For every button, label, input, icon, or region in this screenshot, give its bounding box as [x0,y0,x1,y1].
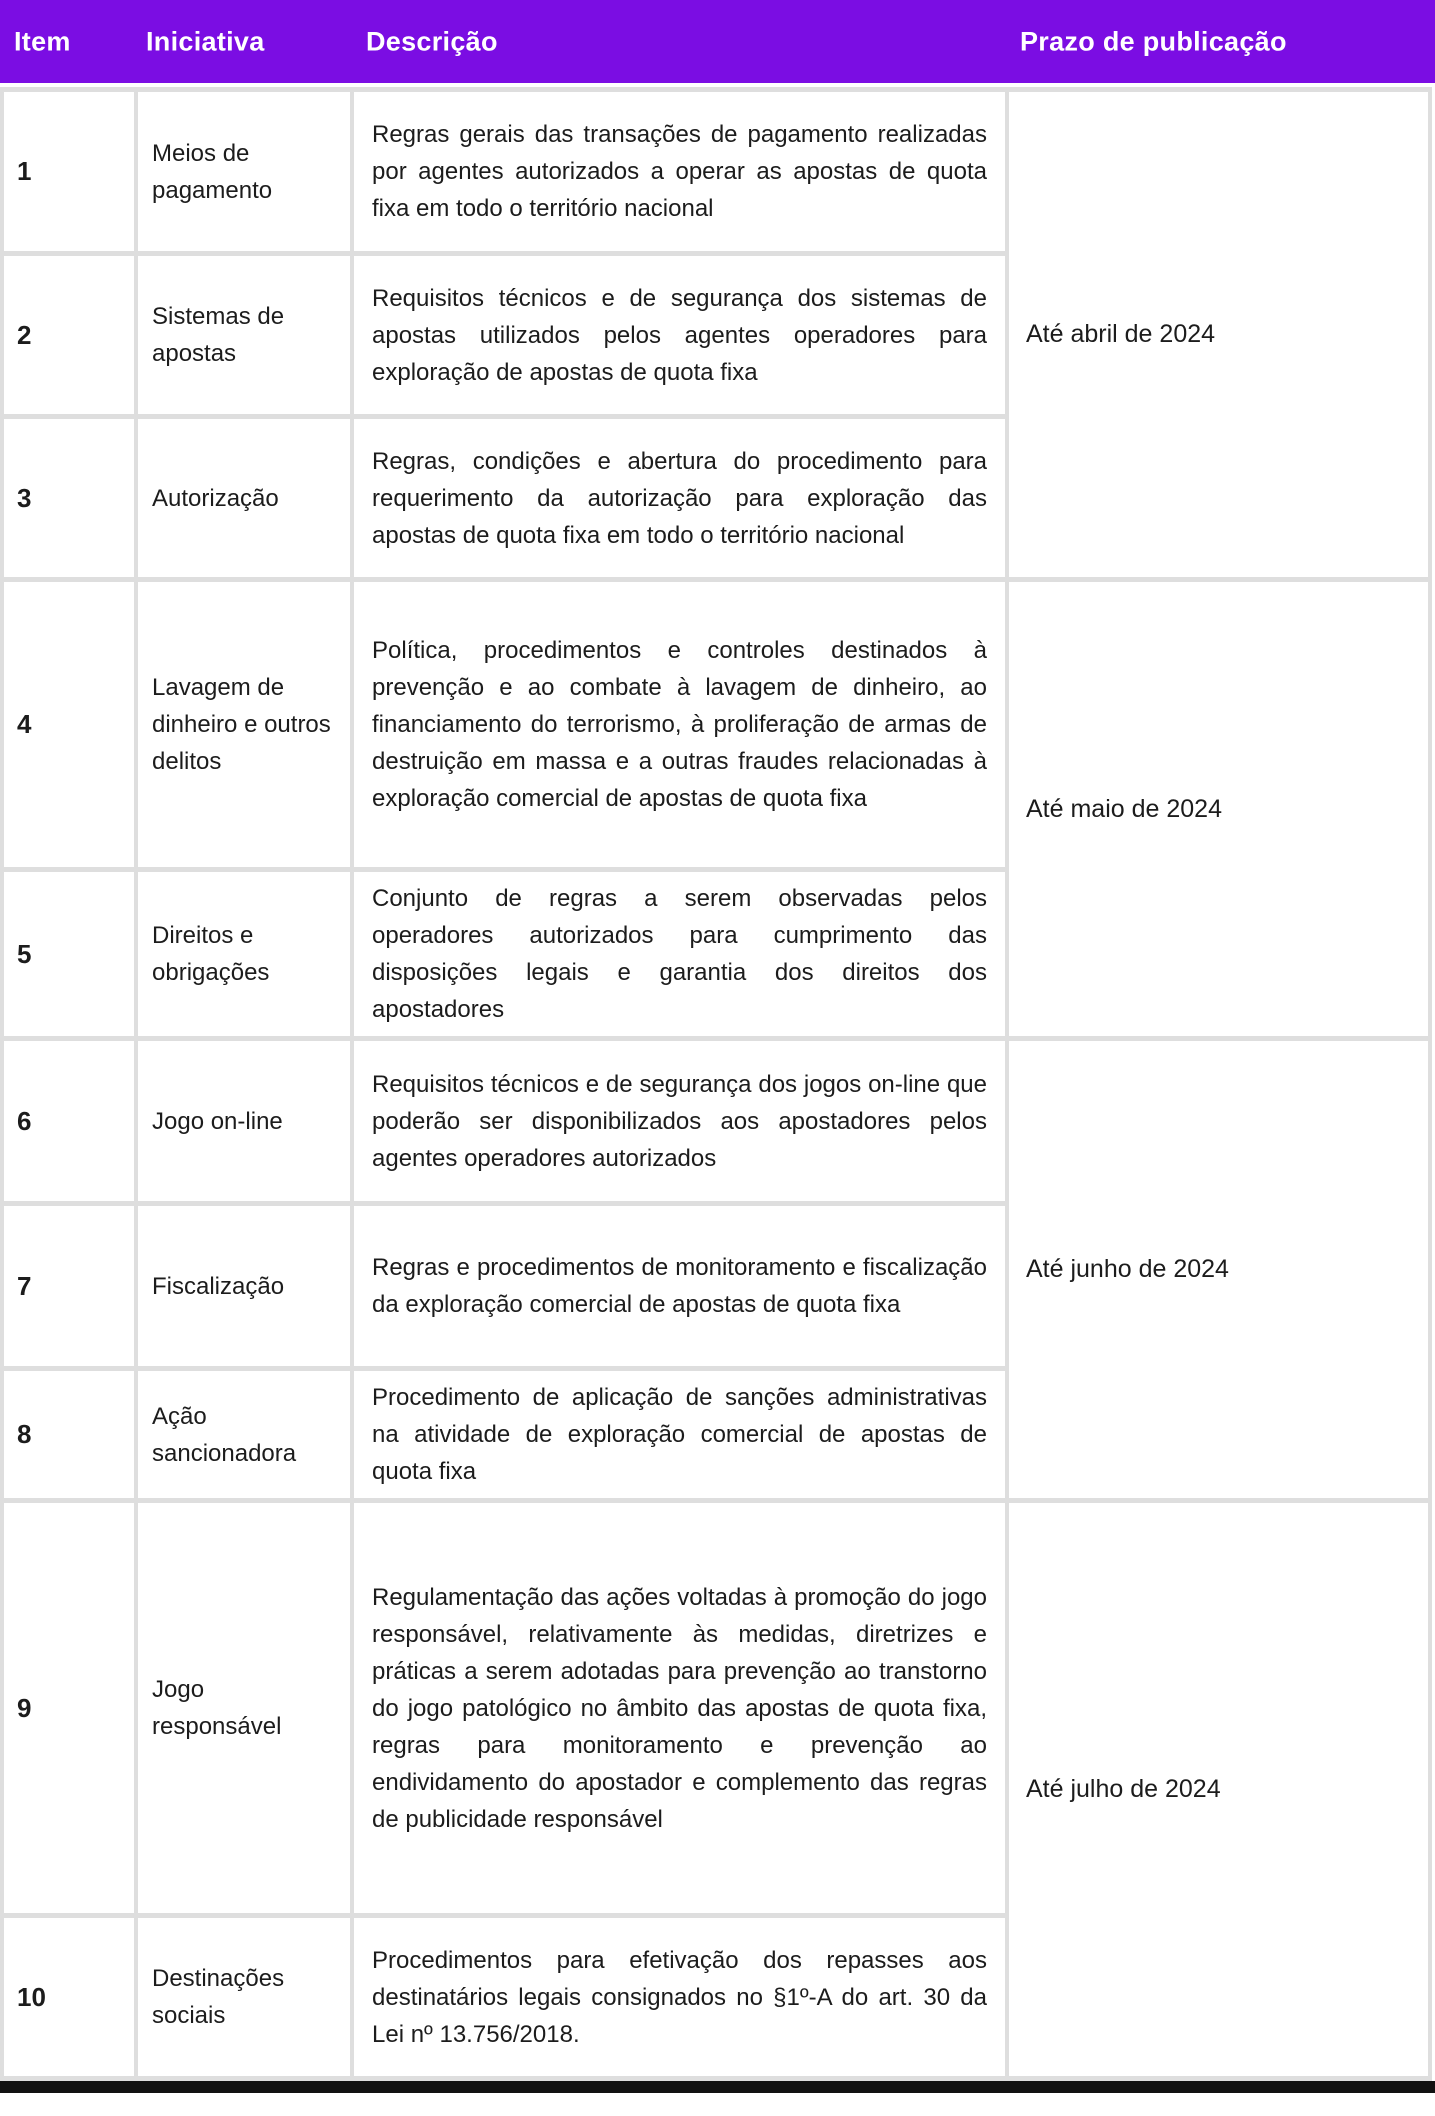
item-cell: 5 [2,870,136,1039]
item-cell: 1 [2,90,136,254]
table-row [2,580,1430,870]
item-cell: 6 [2,1039,136,1204]
item-cell: 7 [2,1204,136,1369]
header-descricao: Descrição [366,26,498,56]
iniciativa-cell: Meios de pagamento [136,90,352,254]
descricao-cell: Regras e procedimentos de monitoramento e fiscalização da exploração comercial de apostas de quota fixa [352,1204,1007,1369]
descricao-cell: Conjunto de regras a serem observadas pelos operadores autorizados para cumprimento das disposições legais e garantia dos direitos dos apostadores [352,870,1007,1039]
descricao-cell: Política, procedimentos e controles destinados à prevenção e ao combate à lavagem de dinheiro, ao financiamento do terrorismo, à proliferação de armas de destruição em massa e a outras fraudes relacionadas à exploração comercial de apostas de quota fixa [352,580,1007,870]
descricao-cell: Procedimento de aplicação de sanções administrativas na atividade de exploração comercial de apostas de quota fixa [352,1369,1007,1501]
table-row [2,90,1430,254]
iniciativa-cell: Jogo responsável [136,1501,352,1916]
header-item: Item [14,26,71,56]
descricao-cell: Regras gerais das transações de pagamento realizadas por agentes autorizados a operar as apostas de quota fixa em todo o território nacional [352,90,1007,254]
item-cell: 4 [2,580,136,870]
descricao-cell: Procedimentos para efetivação dos repasses aos destinatários legais consignados no §1º-A do art. 30 da Lei nº 13.756/2018. [352,1916,1007,2079]
prazo-cell: Até julho de 2024 [1007,1501,1430,2079]
iniciativa-cell: Ação sancionadora [136,1369,352,1501]
descricao-cell: Regulamentação das ações voltadas à promoção do jogo responsável, relativamente às medidas, diretrizes e práticas a serem adotadas para prevenção ao transtorno do jogo patológico no âmbito das apostas de quota fixa, regras para monitoramento e prevenção ao endividamento do apostador e complemento das regras de publicidade responsável [352,1501,1007,1916]
table-body [2,90,1430,2079]
iniciativa-cell: Jogo on-line [136,1039,352,1204]
item-cell: 3 [2,417,136,580]
iniciativa-cell: Fiscalização [136,1204,352,1369]
iniciativa-cell: Destinações sociais [136,1916,352,2079]
table-row [2,1501,1430,1916]
descricao-cell: Regras, condições e abertura do procedimento para requerimento da autorização para exploração das apostas de quota fixa em todo o território nacional [352,417,1007,580]
item-cell: 8 [2,1369,136,1501]
iniciativa-cell: Direitos e obrigações [136,870,352,1039]
descricao-cell: Requisitos técnicos e de segurança dos sistemas de apostas utilizados pelos agentes operadores para exploração de apostas de quota fixa [352,254,1007,417]
bottom-black-bar [0,2081,1435,2093]
table-header [0,0,1435,83]
item-cell: 10 [2,1916,136,2079]
prazo-cell: Até junho de 2024 [1007,1039,1430,1501]
item-cell: 2 [2,254,136,417]
prazo-cell: Até abril de 2024 [1007,90,1430,580]
prazo-cell: Até maio de 2024 [1007,580,1430,1039]
header-iniciativa: Iniciativa [146,26,265,56]
table-row [2,1039,1430,1204]
iniciativa-cell: Sistemas de apostas [136,254,352,417]
iniciativa-cell: Lavagem de dinheiro e outros delitos [136,580,352,870]
item-cell: 9 [2,1501,136,1916]
descricao-cell: Requisitos técnicos e de segurança dos jogos on-line que poderão ser disponibilizados aos apostadores pelos agentes operadores autorizados [352,1039,1007,1204]
regulation-schedule-table [0,87,1432,2081]
header-prazo: Prazo de publicação [1020,26,1287,56]
iniciativa-cell: Autorização [136,417,352,580]
